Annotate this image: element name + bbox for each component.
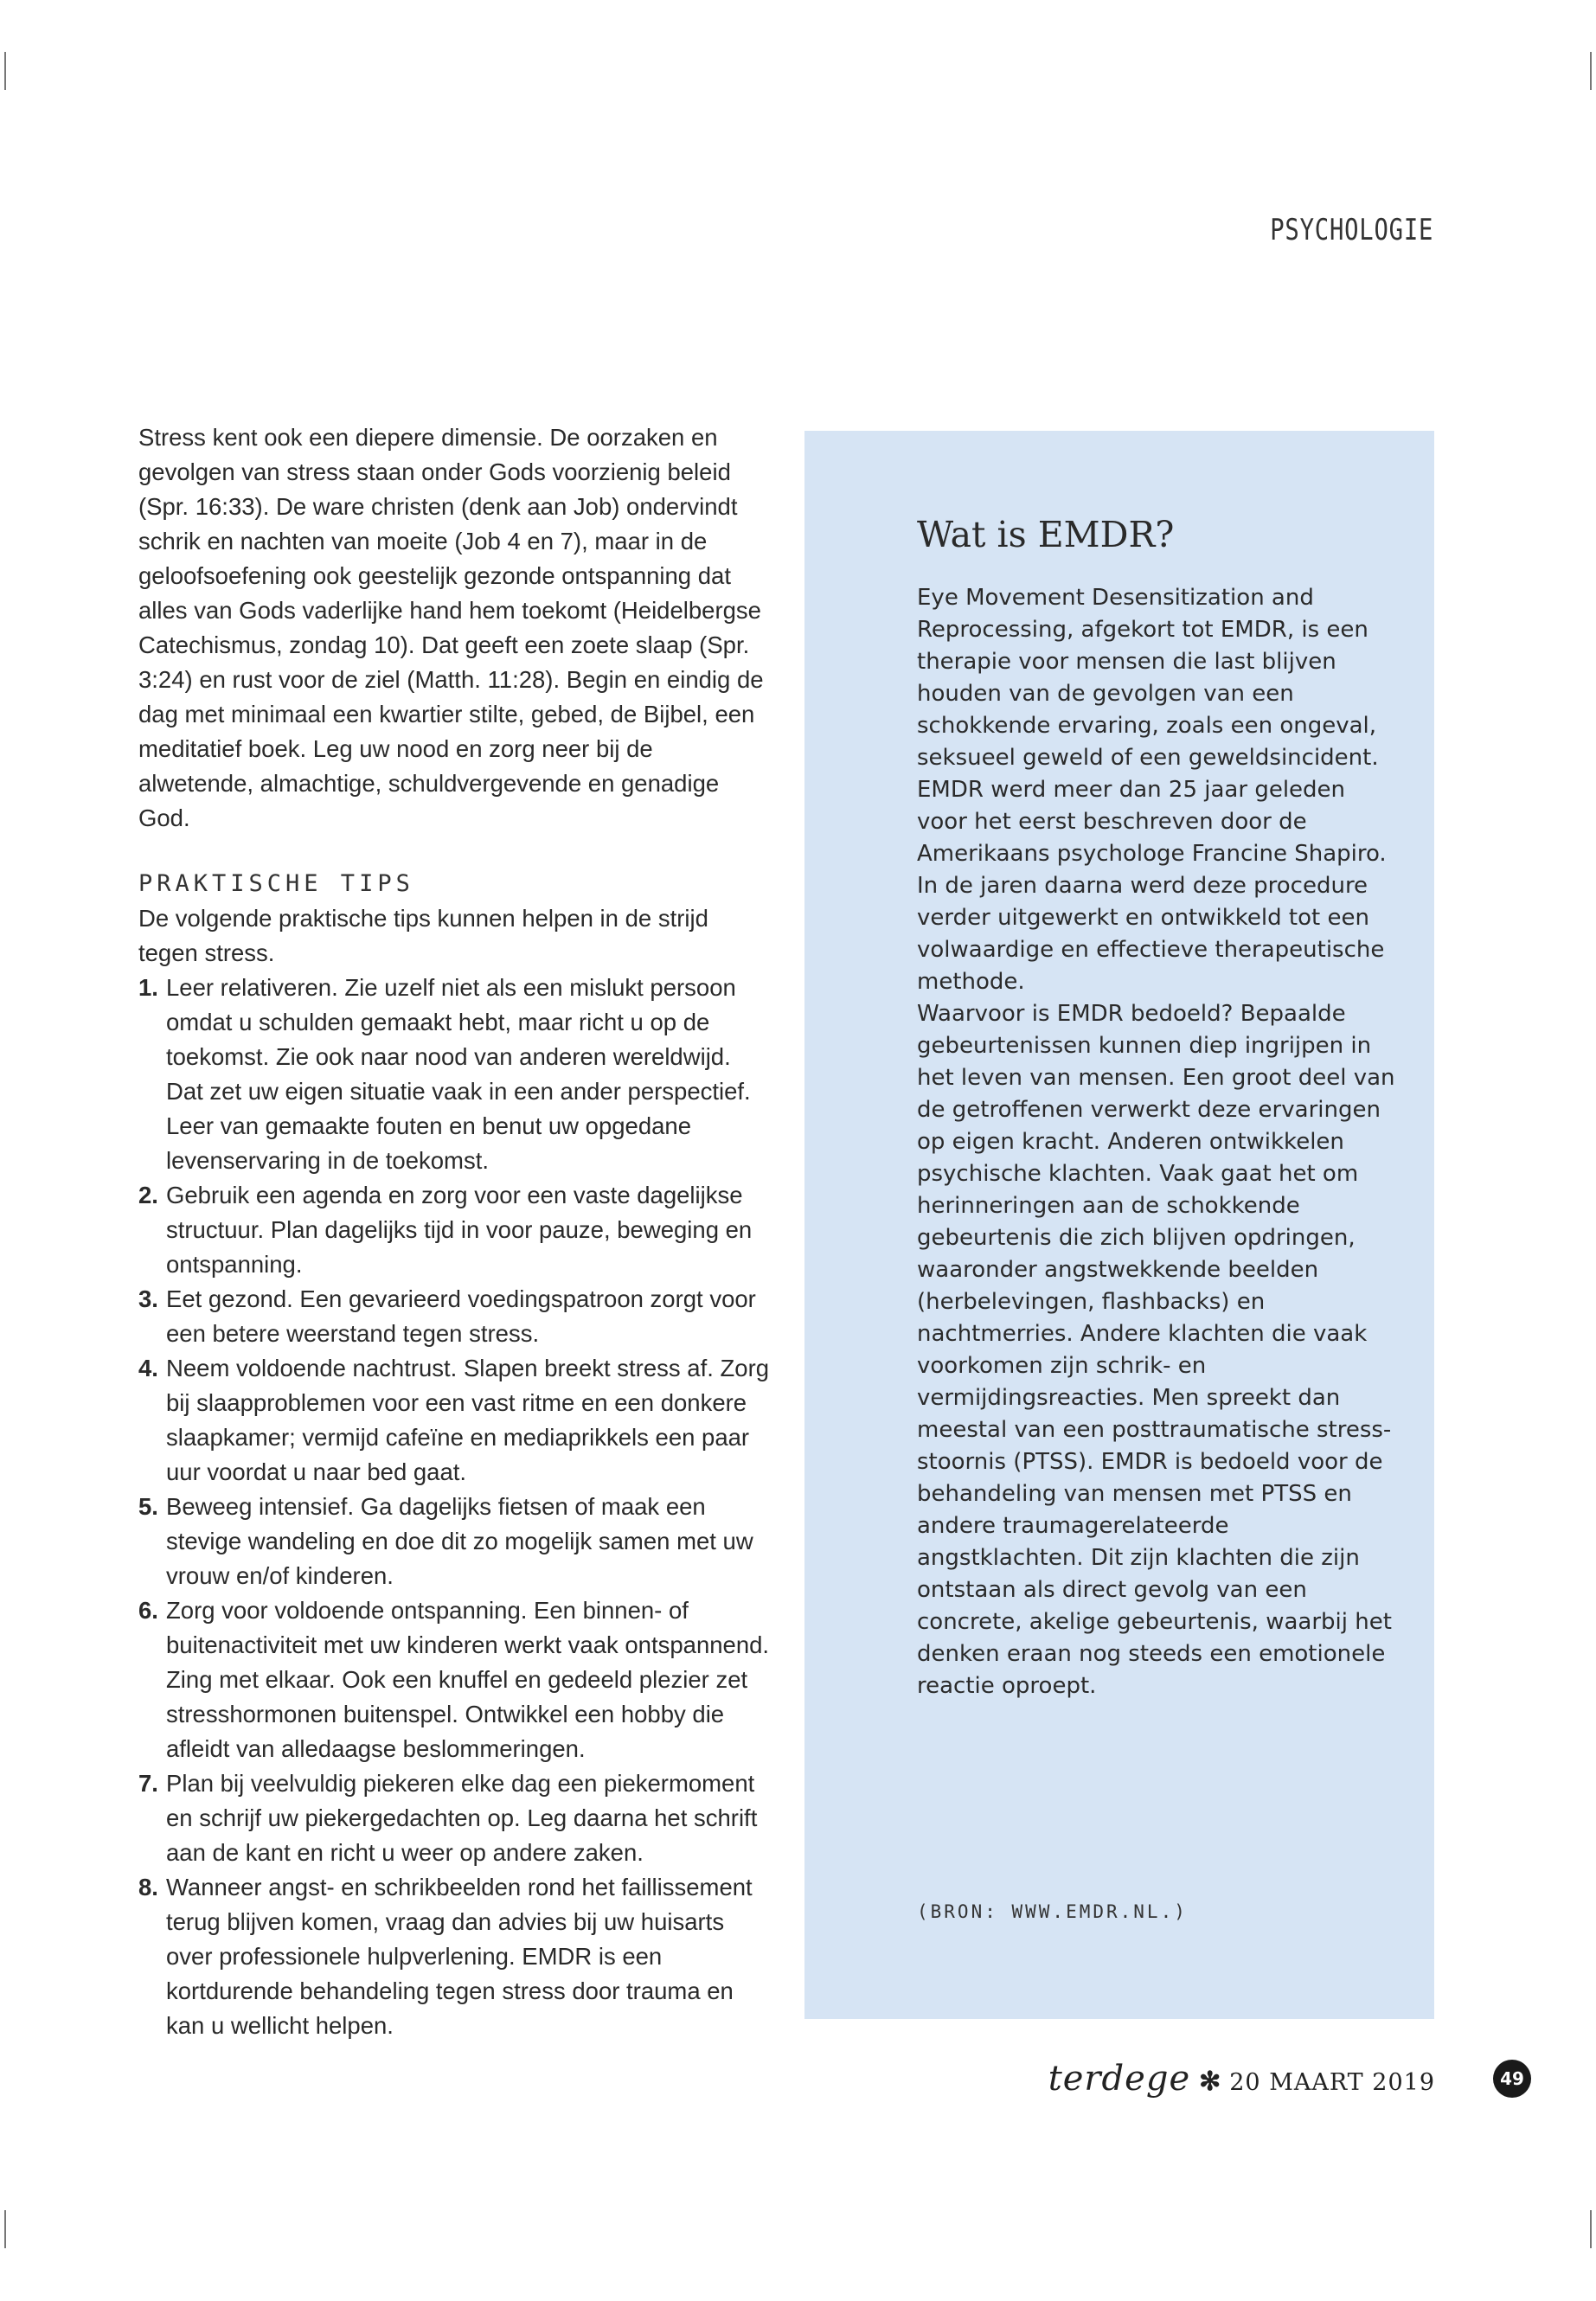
footer [1048, 2059, 1435, 2099]
tip-text: Eet gezond. Een gevarieerd voedingspatroon zorgt voor een betere weerstand tegen stress. [166, 1285, 756, 1347]
sidebar-body [917, 582, 1401, 1702]
sidebar-paragraph-2: Waarvoor is EMDR bedoeld? Bepaalde gebeurtenissen kunnen diep ingrijpen in het leven van mensen. Een groot deel van de getroffenen verwerkt deze ervaringen op eigen kracht. Anderen ontwikkelen psychische klachten. Vaak gaat het om herinneringen aan de schokkende gebeurtenis die zich blijven opdringen, waaronder angstwekkende beelden (herbelevingen, flashbacks) en nachtmerries. Andere klachten die vaak voorkomen zijn schrik- en vermijdingsreacties. Men spreekt dan meestal van een posttraumatische stress-stoornis (PTSS). EMDR is bedoeld voor de behandeling van mensen met PTSS en andere traumagerelateerde angstklachten. Dit zijn klachten die zijn ontstaan als direct gevolg van een concrete, akelige gebeurtenis, waarbij het denken eraan nog steeds een emotionele reactie oproept. [917, 1001, 1395, 1699]
sidebar-source: (BRON: WWW.EMDR.NL.) [917, 1901, 1188, 1922]
tip-number: 3. [138, 1285, 158, 1312]
tip-item [138, 1490, 770, 1593]
tip-text: Beweeg intensief. Ga dagelijks fietsen of maak een stevige wandeling en doe dit zo mogelijk samen met uw vrouw en/of kinderen. [166, 1493, 753, 1589]
article-column [138, 420, 770, 2043]
tips-heading: PRAKTISCHE TIPS [138, 870, 414, 897]
tip-number: 2. [138, 1182, 158, 1208]
tip-text: Leer relativeren. Zie uzelf niet als een mislukt persoon omdat u schulden gemaakt hebt, maar richt u op de toekomst. Zie ook naar nood van anderen wereldwijd. Dat zet uw eigen situatie vaak in een ander perspectief. Leer van gemaakte fouten en benut uw opgedane levenservaring in de toekomst. [166, 974, 751, 1174]
tip-item [138, 1766, 770, 1870]
emdr-sidebar-box [804, 431, 1434, 2019]
tip-number: 8. [138, 1874, 158, 1900]
tip-number: 6. [138, 1597, 158, 1624]
tip-item [138, 1178, 770, 1282]
sidebar-paragraph-1: Eye Movement Desensitization and Reprocessing, afgekort tot EMDR, is een therapie voor mensen die last blijven houden van de gevolgen van een schokkende ervaring, zoals een ongeval, seksueel geweld of een geweldsincident. EMDR werd meer dan 25 jaar geleden voor het eerst beschreven door de Amerikaans psychologe Francine Shapiro. In de jaren daarna werd deze procedure verder uitgewerkt en ontwikkeld tot een volwaardige en effectieve therapeutische methode. [917, 585, 1387, 995]
crop-mark-top-left [4, 52, 6, 90]
section-label: PSYCHOLOGIE [1270, 213, 1433, 247]
tip-number: 5. [138, 1493, 158, 1520]
intro-paragraph: Stress kent ook een diepere dimensie. De oorzaken en gevolgen van stress staan onder Gods voorzienig beleid (Spr. 16:33). De ware christen (denk aan Job) ondervindt schrik en nachten van moeite (Job 4 en 7), maar in de geloofsoefening ook geestelijk gezonde ontspanning dat alles van Gods vaderlijke hand hem toekomt (Heidelbergse Catechismus, zondag 10). Dat geeft een zoete slaap (Spr. 3:24) en rust voor de ziel (Matth. 11:28). Begin en eindig de dag met minimaal een kwartier stilte, gebed, de Bijbel, een meditatief boek. Leg uw nood en zorg neer bij de alwetende, almachtige, schuldvergevende en genadige God. [138, 424, 764, 831]
page-number: 49 [1493, 2060, 1531, 2098]
tip-item [138, 1282, 770, 1351]
crop-mark-bottom-right [1590, 2210, 1592, 2248]
tip-item [138, 971, 770, 1178]
sidebar-title: Wat is EMDR? [917, 514, 1175, 555]
issue-date: 20 MAART 2019 [1229, 2069, 1435, 2096]
tips-list [138, 971, 770, 2043]
tip-number: 1. [138, 974, 158, 1001]
tip-item [138, 1351, 770, 1490]
tip-text: Wanneer angst- en schrikbeelden rond het faillissement terug blijven komen, vraag dan advies bij uw huisarts over professionele hulpverlening. EMDR is een kortdurende behandeling tegen stress door trauma en kan u wellicht helpen. [166, 1874, 753, 2039]
crop-mark-bottom-left [4, 2210, 6, 2248]
tip-text: Plan bij veelvuldig piekeren elke dag een piekermoment en schrijf uw piekergedachten op. Leg daarna het schrift aan de kant en richt u weer op andere zaken. [166, 1770, 758, 1866]
tip-item [138, 1870, 770, 2043]
tip-text: Zorg voor voldoende ontspanning. Een binnen- of buitenactiviteit met uw kinderen werkt vaak ontspannend. Zing met elkaar. Ook een knuffel en gedeeld plezier zet stresshormonen buitenspel. Ontwikkel een hobby die afleidt van alledaagse beslommeringen. [166, 1597, 770, 1762]
magazine-logo: terdege [1048, 2059, 1191, 2099]
crop-mark-top-right [1590, 52, 1592, 90]
tip-number: 4. [138, 1355, 158, 1381]
asterisk-icon: ✻ [1199, 2067, 1221, 2096]
tips-intro: De volgende praktische tips kunnen helpen in de strijd tegen stress. [138, 905, 708, 966]
tip-text: Neem voldoende nachtrust. Slapen breekt stress af. Zorg bij slaapproblemen voor een vast ritme en een donkere slaapkamer; vermijd cafeïne en mediaprikkels een paar uur voordat u naar bed gaat. [166, 1355, 770, 1485]
tip-item [138, 1593, 770, 1766]
tip-number: 7. [138, 1770, 158, 1797]
tip-text: Gebruik een agenda en zorg voor een vaste dagelijkse structuur. Plan dagelijks tijd in voor pauze, beweging en ontspanning. [166, 1182, 753, 1278]
